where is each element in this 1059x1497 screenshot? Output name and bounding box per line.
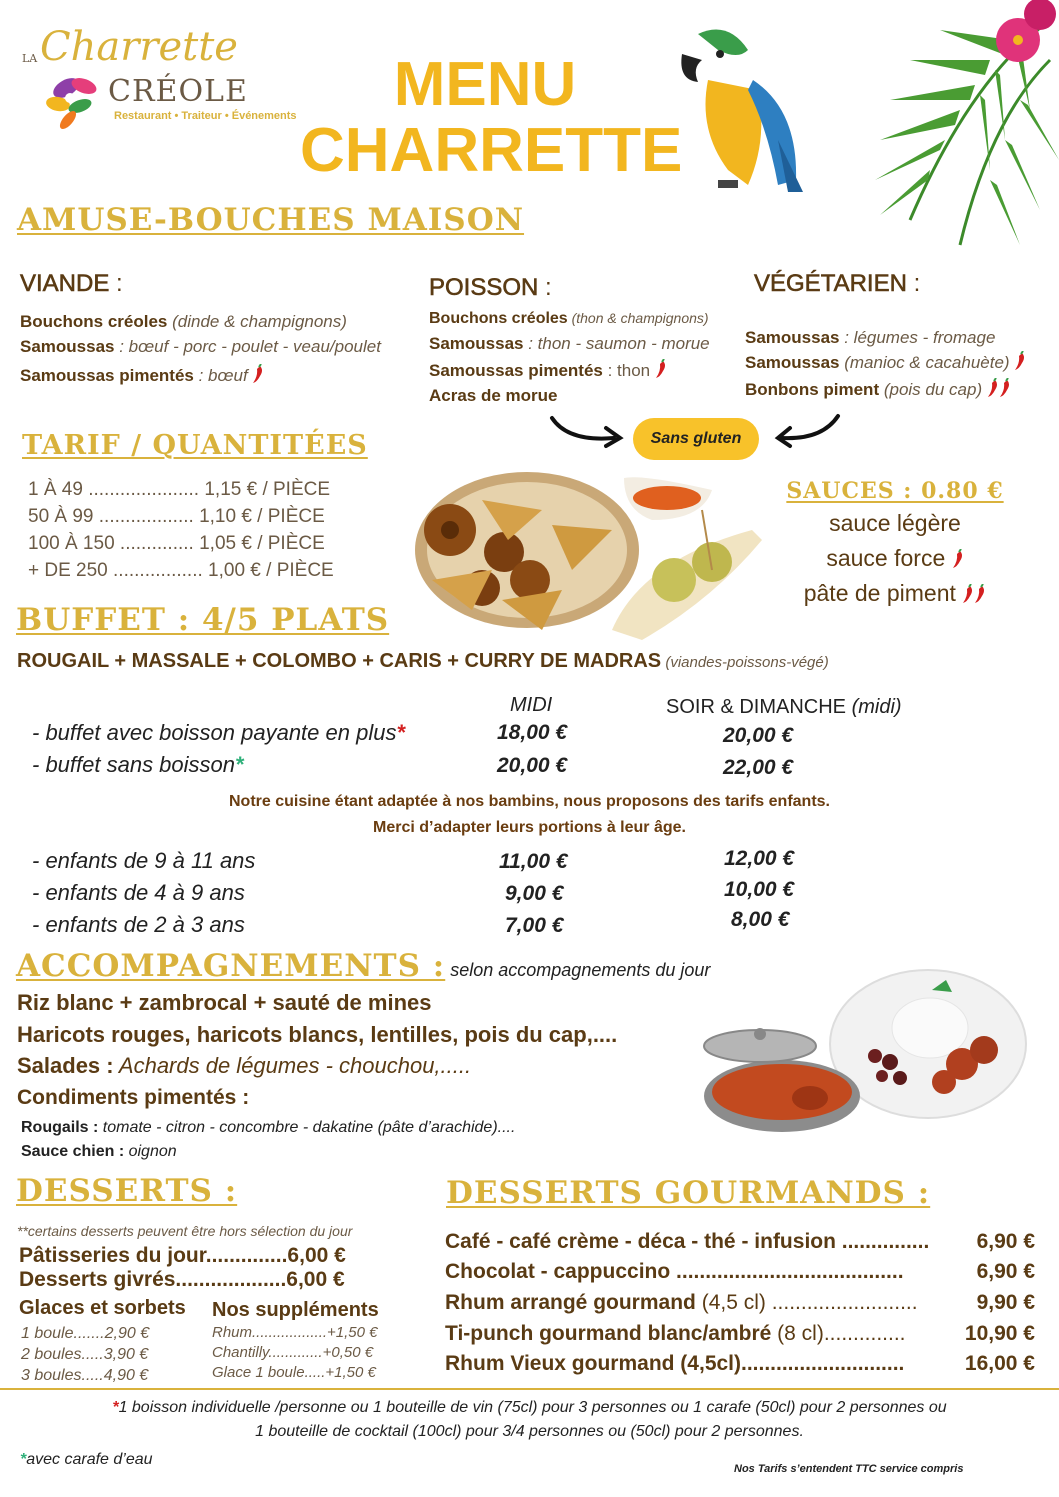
list-item xyxy=(445,1260,1035,1291)
buffet-soir-price: 22,00 € xyxy=(723,756,794,779)
chili-pepper-icon xyxy=(952,549,964,569)
logo-creole: CRÉOLE xyxy=(108,74,248,109)
palm-leaves-icon xyxy=(790,0,1059,250)
list-item xyxy=(745,328,1055,348)
list-item xyxy=(745,351,1055,373)
chili-pepper-icon xyxy=(252,364,264,384)
list-item: Chantilly.............+0,50 € xyxy=(212,1344,374,1361)
list-item xyxy=(745,378,1055,400)
star-marker: * xyxy=(112,1399,119,1416)
item-name: Samoussas xyxy=(745,328,840,347)
amuse-bouches-photo xyxy=(412,470,772,640)
item-name: Samoussas pimentés xyxy=(20,366,194,385)
accomp-line2: Haricots rouges, haricots blancs, lentilles, pois du cap,.... xyxy=(17,1022,618,1047)
parrot-icon xyxy=(668,20,808,195)
list-item xyxy=(445,1291,1035,1322)
item-name: Bouchons créoles xyxy=(20,312,168,331)
col-soir-header xyxy=(666,696,902,719)
list-item: 2 boules.....3,90 € xyxy=(21,1346,149,1363)
list-item: 3 boules.....4,90 € xyxy=(21,1367,149,1384)
viande-label xyxy=(20,270,430,298)
amuse-heading: AMUSE-BOUCHES MAISON xyxy=(17,202,525,238)
vegetarien-label xyxy=(754,270,1055,298)
list-item xyxy=(429,386,759,406)
buffet-row-label: - buffet sans boisson xyxy=(32,752,236,777)
rougails-detail: tomate - citron - concombre - dakatine (pâte d’arachide).... xyxy=(98,1119,516,1136)
dessert-item: Pâtisseries du jour..............6,00 € xyxy=(19,1244,346,1267)
logo xyxy=(18,26,318,136)
list-item: Glace 1 boule.....+1,50 € xyxy=(212,1364,376,1381)
vegetarien-colon: : xyxy=(906,270,921,297)
chili-pepper-icon xyxy=(1014,351,1026,371)
list-item xyxy=(20,337,430,357)
buffet-dishes xyxy=(17,650,829,673)
sauce-item xyxy=(770,510,1020,537)
tarif-heading: TARIF / QUANTITÉES xyxy=(22,430,368,461)
tarif-row: 100 À 150 .............. 1,05 € / PIÈCE xyxy=(28,533,325,554)
kids-soir-price: 10,00 € xyxy=(724,878,795,901)
chili-pepper-icon xyxy=(999,378,1011,398)
logo-tagline: Restaurant • Traiteur • Événements xyxy=(114,110,297,122)
item-price: 9,90 € xyxy=(976,1291,1035,1314)
accomp-note: selon accompagnements du jour xyxy=(445,960,711,980)
rougails-label: Rougails : xyxy=(21,1119,99,1136)
tarif-row: 1 À 49 ..................... 1,15 € / PIÈCE xyxy=(28,479,331,500)
item-label: Rhum arrangé gourmand xyxy=(445,1291,696,1314)
tarif-row: 50 À 99 .................. 1,10 € / PIÈCE xyxy=(28,506,325,527)
item-detail: (pois du cap) xyxy=(879,380,983,399)
item-detail: : thon - saumon - morue xyxy=(523,334,710,353)
sauce-label: pâte de piment xyxy=(803,580,956,606)
table-row: - enfants de 9 à 11 ans xyxy=(32,848,256,873)
kids-soir-price: 12,00 € xyxy=(724,847,795,870)
kids-note-line1: Notre cuisine étant adaptée à nos bambins, nous proposons des tarifs enfants. xyxy=(228,793,830,810)
item-label: Café - café crème - déca - thé - infusion ............... xyxy=(445,1230,930,1253)
kids-soir-price: 8,00 € xyxy=(731,908,790,931)
item-price: 10,90 € xyxy=(964,1322,1035,1345)
list-item xyxy=(429,334,759,354)
footer-divider xyxy=(0,1388,1059,1390)
chili-pepper-icon xyxy=(962,584,974,604)
chili-pepper-icon xyxy=(655,359,667,379)
sans-gluten-badge: Sans gluten xyxy=(633,418,759,460)
col-soir-label: SOIR & DIMANCHE xyxy=(666,696,847,718)
dessert-item: Desserts givrés...................6,00 € xyxy=(19,1268,345,1291)
item-label: Ti-punch gourmand blanc/ambré xyxy=(445,1322,772,1345)
vegetarien-column xyxy=(745,270,1055,400)
table-row xyxy=(32,720,405,746)
table-row: - enfants de 2 à 3 ans xyxy=(32,912,245,937)
salades-detail: Achards de légumes - chouchou,..... xyxy=(113,1053,472,1078)
page-title xyxy=(300,50,683,185)
page-title-line2: CHARRETTE xyxy=(300,116,683,185)
arrow-right-icon xyxy=(548,412,628,452)
accomp-heading: ACCOMPAGNEMENTS : xyxy=(16,948,446,984)
item-detail: (manioc & cacahuète) xyxy=(839,353,1010,372)
list-item xyxy=(429,359,759,381)
table-row: - enfants de 4 à 9 ans xyxy=(32,880,245,905)
rougails-line xyxy=(21,1119,515,1137)
gourmands-list xyxy=(445,1230,1035,1382)
chili-pepper-icon xyxy=(974,584,986,604)
kids-midi-price: 9,00 € xyxy=(505,882,564,905)
item-price: 16,00 € xyxy=(964,1352,1035,1375)
sauce-item xyxy=(770,580,1020,607)
salades-line xyxy=(17,1053,471,1079)
sauce-item xyxy=(770,545,1020,572)
table-row xyxy=(32,752,244,778)
kids-note-line2: Merci d’adapter leurs portions à leur âge. xyxy=(373,819,686,836)
item-detail: : bœuf - porc - poulet - veau/poulet xyxy=(114,337,381,356)
tarif-row: + DE 250 ................. 1,00 € / PIÈCE xyxy=(28,560,334,581)
list-item xyxy=(445,1322,1035,1352)
accomp-heading-line xyxy=(16,948,710,984)
tarif-list xyxy=(28,476,334,584)
list-item xyxy=(445,1230,1035,1260)
col-soir-note: (midi) xyxy=(846,696,902,718)
footer-ttc: Nos Tarifs s’entendent TTC service compris xyxy=(734,1463,964,1475)
item-label: Rhum Vieux gourmand (4,5cl)............................ xyxy=(445,1352,905,1375)
col-midi-header: MIDI xyxy=(510,694,553,716)
footer-water-note xyxy=(20,1451,153,1469)
logo-la: LA xyxy=(22,52,38,65)
accomp-line1: Riz blanc + zambrocal + sauté de mines xyxy=(17,990,432,1015)
list-item xyxy=(429,310,759,328)
gourmands-heading: DESSERTS GOURMANDS : xyxy=(446,1175,931,1211)
item-name: Bonbons piment xyxy=(745,380,880,399)
sauce-label: sauce légère xyxy=(829,510,961,536)
item-name: Samoussas xyxy=(20,337,115,356)
viande-colon: : xyxy=(109,270,123,297)
footer-water: avec carafe d’eau xyxy=(26,1451,153,1468)
buffet-dishes-note: (viandes-poissons-végé) xyxy=(661,654,829,671)
buffet-heading: BUFFET : 4/5 PLATS xyxy=(16,602,390,638)
list-item xyxy=(20,312,430,332)
star-marker: * xyxy=(235,752,244,777)
sauce-chien-line xyxy=(21,1143,177,1161)
item-detail: : légumes - fromage xyxy=(839,328,996,347)
flower-logo-icon xyxy=(44,70,114,130)
item-name: Bouchons créoles xyxy=(429,310,568,327)
condiments-label: Condiments pimentés : xyxy=(17,1086,250,1109)
poisson-column xyxy=(429,274,759,406)
list-item: 1 boule.......2,90 € xyxy=(21,1325,150,1342)
item-detail: : bœuf xyxy=(193,366,248,385)
desserts-heading: DESSERTS : xyxy=(16,1173,238,1209)
poisson-colon: : xyxy=(538,274,552,301)
footer-line1: 1 boisson individuelle /personne ou 1 bouteille de vin (75cl) pour 3 personnes ou 1 carafe (50cl) pour 2 personnes ou xyxy=(118,1399,947,1416)
item-note: (4,5 cl) ......................... xyxy=(695,1291,918,1314)
item-detail: (dinde & champignons) xyxy=(167,312,347,331)
item-note: (8 cl).............. xyxy=(771,1322,906,1345)
item-name: Acras de morue xyxy=(429,386,558,405)
list-item xyxy=(20,364,430,386)
sauce-label: sauce force xyxy=(826,545,946,571)
kids-midi-price: 11,00 € xyxy=(499,850,568,873)
list-item xyxy=(445,1352,1035,1382)
plate-photo xyxy=(700,968,1030,1158)
item-detail: (thon & champignons) xyxy=(567,310,709,326)
page-title-line1: MENU xyxy=(393,50,577,119)
list-item: Rhum..................+1,50 € xyxy=(212,1324,378,1341)
star-marker: * xyxy=(396,720,406,745)
viande-label-text: VIANDE xyxy=(20,270,110,297)
sauce-chien-detail: oignon xyxy=(124,1143,177,1160)
salades-label: Salades : xyxy=(17,1053,114,1078)
sauce-chien-label: Sauce chien : xyxy=(21,1143,125,1160)
item-price: 6,90 € xyxy=(976,1230,1035,1253)
kids-note xyxy=(0,789,1059,841)
star-marker: * xyxy=(20,1451,27,1468)
buffet-dishes-list: ROUGAIL + MASSALE + COLOMBO + CARIS + CURRY DE MADRAS xyxy=(17,650,662,672)
item-label: Chocolat - cappuccino ....................................... xyxy=(445,1260,904,1283)
sauces-heading: SAUCES : 0.80 € xyxy=(786,478,1004,504)
buffet-midi-price: 20,00 € xyxy=(497,754,568,777)
kids-midi-price: 7,00 € xyxy=(505,914,564,937)
item-name: Samoussas xyxy=(745,353,840,372)
arrow-left-icon xyxy=(772,410,844,450)
footer-line2: 1 bouteille de cocktail (100cl) pour 3/4 personnes ou (50cl) pour 2 personnes. xyxy=(255,1423,804,1440)
desserts-note: **certains desserts peuvent être hors sélection du jour xyxy=(17,1223,353,1239)
buffet-soir-price: 20,00 € xyxy=(723,724,794,747)
item-detail: : thon xyxy=(602,361,651,380)
item-price: 6,90 € xyxy=(976,1260,1035,1283)
poisson-label-text: POISSON xyxy=(429,274,539,301)
viande-column xyxy=(20,270,430,386)
buffet-midi-price: 18,00 € xyxy=(497,721,568,744)
logo-charrette: Charrette xyxy=(40,24,238,70)
glaces-list xyxy=(21,1323,149,1386)
footer-boisson-note xyxy=(0,1396,1059,1444)
sauces-section xyxy=(770,478,1020,607)
vegetarien-label-text: VÉGÉTARIEN xyxy=(754,270,907,297)
item-name: Samoussas pimentés xyxy=(429,361,603,380)
supp-list xyxy=(212,1323,378,1383)
buffet-row-label: - buffet avec boisson payante en plus xyxy=(32,720,397,745)
item-name: Samoussas xyxy=(429,334,524,353)
chili-pepper-icon xyxy=(987,378,999,398)
supp-title: Nos suppléments xyxy=(212,1299,379,1321)
glaces-title: Glaces et sorbets xyxy=(19,1297,186,1319)
poisson-label xyxy=(429,274,759,302)
